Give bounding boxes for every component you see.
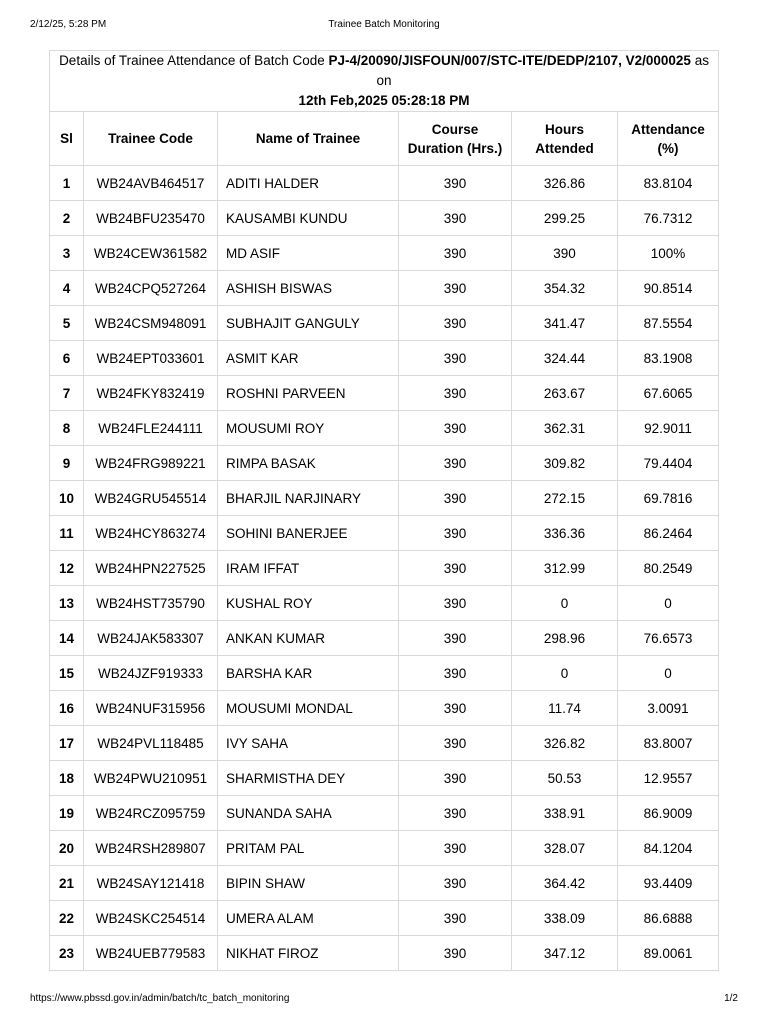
cell-hours-attended: 338.09 [512, 901, 618, 936]
cell-trainee-name: KAUSAMBI KUNDU [218, 201, 399, 236]
table-row [50, 166, 719, 201]
cell-hours-attended: 338.91 [512, 796, 618, 831]
cell-hours-attended: 326.86 [512, 166, 618, 201]
cell-trainee-code: WB24HPN227525 [84, 551, 218, 586]
cell-attendance: 84.1204 [618, 831, 719, 866]
cell-trainee-name: ASMIT KAR [218, 341, 399, 376]
cell-attendance: 3.0091 [618, 691, 719, 726]
cell-sl: 11 [50, 516, 84, 551]
cell-course-duration: 390 [399, 236, 512, 271]
cell-sl: 9 [50, 446, 84, 481]
cell-course-duration: 390 [399, 656, 512, 691]
cell-sl: 23 [50, 936, 84, 971]
cell-trainee-name: BIPIN SHAW [218, 866, 399, 901]
cell-hours-attended: 298.96 [512, 621, 618, 656]
cell-sl: 2 [50, 201, 84, 236]
cell-course-duration: 390 [399, 166, 512, 201]
column-header-trainee-code: Trainee Code [84, 112, 218, 166]
cell-sl: 15 [50, 656, 84, 691]
cell-course-duration: 390 [399, 691, 512, 726]
cell-trainee-code: WB24FRG989221 [84, 446, 218, 481]
cell-course-duration: 390 [399, 621, 512, 656]
cell-hours-attended: 328.07 [512, 831, 618, 866]
cell-trainee-name: SUBHAJIT GANGULY [218, 306, 399, 341]
cell-sl: 18 [50, 761, 84, 796]
cell-hours-attended: 272.15 [512, 481, 618, 516]
cell-attendance: 0 [618, 586, 719, 621]
print-header [30, 19, 738, 33]
cell-hours-attended: 324.44 [512, 341, 618, 376]
cell-trainee-name: RIMPA BASAK [218, 446, 399, 481]
cell-trainee-code: WB24PWU210951 [84, 761, 218, 796]
column-header-attendance: Attendance (%) [618, 112, 719, 166]
table-row [50, 936, 719, 971]
cell-course-duration: 390 [399, 446, 512, 481]
cell-trainee-code: WB24HST735790 [84, 586, 218, 621]
cell-sl: 14 [50, 621, 84, 656]
caption-row [50, 51, 719, 112]
cell-sl: 17 [50, 726, 84, 761]
column-header-name: Name of Trainee [218, 112, 399, 166]
cell-sl: 1 [50, 166, 84, 201]
table-row [50, 691, 719, 726]
cell-attendance: 80.2549 [618, 551, 719, 586]
cell-sl: 13 [50, 586, 84, 621]
table-row [50, 901, 719, 936]
cell-sl: 10 [50, 481, 84, 516]
cell-hours-attended: 354.32 [512, 271, 618, 306]
cell-course-duration: 390 [399, 866, 512, 901]
column-header-hours-attended: Hours Attended [512, 112, 618, 166]
cell-attendance: 76.6573 [618, 621, 719, 656]
table-row [50, 201, 719, 236]
cell-trainee-code: WB24SKC254514 [84, 901, 218, 936]
cell-trainee-name: KUSHAL ROY [218, 586, 399, 621]
cell-trainee-code: WB24CPQ527264 [84, 271, 218, 306]
cell-trainee-code: WB24JZF919333 [84, 656, 218, 691]
cell-attendance: 67.6065 [618, 376, 719, 411]
cell-course-duration: 390 [399, 341, 512, 376]
cell-attendance: 87.5554 [618, 306, 719, 341]
cell-course-duration: 390 [399, 551, 512, 586]
cell-course-duration: 390 [399, 586, 512, 621]
cell-attendance: 76.7312 [618, 201, 719, 236]
table-row [50, 341, 719, 376]
cell-trainee-code: WB24GRU545514 [84, 481, 218, 516]
print-footer [30, 993, 738, 1007]
cell-hours-attended: 312.99 [512, 551, 618, 586]
table-row [50, 446, 719, 481]
cell-attendance: 12.9557 [618, 761, 719, 796]
cell-attendance: 86.2464 [618, 516, 719, 551]
cell-attendance: 100% [618, 236, 719, 271]
cell-course-duration: 390 [399, 411, 512, 446]
cell-sl: 4 [50, 271, 84, 306]
table-row [50, 621, 719, 656]
cell-course-duration: 390 [399, 306, 512, 341]
cell-attendance: 92.9011 [618, 411, 719, 446]
cell-trainee-code: WB24JAK583307 [84, 621, 218, 656]
cell-trainee-name: IRAM IFFAT [218, 551, 399, 586]
cell-trainee-name: IVY SAHA [218, 726, 399, 761]
cell-trainee-code: WB24HCY863274 [84, 516, 218, 551]
cell-trainee-code: WB24NUF315956 [84, 691, 218, 726]
cell-trainee-name: BHARJIL NARJINARY [218, 481, 399, 516]
table-row [50, 726, 719, 761]
batch-code: PJ-4/20090/JISFOUN/007/STC-ITE/DEDP/2107, V2/000025 [328, 53, 691, 68]
cell-attendance: 83.8007 [618, 726, 719, 761]
cell-trainee-name: UMERA ALAM [218, 901, 399, 936]
attendance-table-head [50, 51, 719, 166]
cell-sl: 12 [50, 551, 84, 586]
table-row [50, 586, 719, 621]
table-row [50, 271, 719, 306]
column-header-sl: Sl [50, 112, 84, 166]
cell-sl: 16 [50, 691, 84, 726]
table-caption [50, 51, 719, 112]
cell-course-duration: 390 [399, 726, 512, 761]
cell-trainee-name: ANKAN KUMAR [218, 621, 399, 656]
cell-attendance: 83.1908 [618, 341, 719, 376]
table-row [50, 411, 719, 446]
print-url: https://www.pbssd.gov.in/admin/batch/tc_batch_monitoring [30, 993, 290, 1004]
cell-course-duration: 390 [399, 901, 512, 936]
as-on-datetime: 12th Feb,2025 05:28:18 PM [298, 93, 470, 108]
cell-trainee-name: BARSHA KAR [218, 656, 399, 691]
cell-trainee-code: WB24FKY832419 [84, 376, 218, 411]
cell-hours-attended: 326.82 [512, 726, 618, 761]
cell-sl: 7 [50, 376, 84, 411]
cell-sl: 5 [50, 306, 84, 341]
cell-hours-attended: 347.12 [512, 936, 618, 971]
cell-trainee-code: WB24RCZ095759 [84, 796, 218, 831]
table-row [50, 551, 719, 586]
caption-prefix: Details of Trainee Attendance of Batch Code [59, 53, 329, 68]
cell-trainee-name: PRITAM PAL [218, 831, 399, 866]
cell-sl: 6 [50, 341, 84, 376]
cell-hours-attended: 390 [512, 236, 618, 271]
cell-attendance: 0 [618, 656, 719, 691]
attendance-table-body [50, 166, 719, 971]
cell-hours-attended: 299.25 [512, 201, 618, 236]
table-row [50, 236, 719, 271]
table-row [50, 376, 719, 411]
column-header-row [50, 112, 719, 166]
cell-trainee-code: WB24SAY121418 [84, 866, 218, 901]
cell-trainee-code: WB24CSM948091 [84, 306, 218, 341]
cell-hours-attended: 341.47 [512, 306, 618, 341]
cell-trainee-name: SUNANDA SAHA [218, 796, 399, 831]
caption-suffix: as on [376, 53, 709, 88]
cell-attendance: 93.4409 [618, 866, 719, 901]
cell-hours-attended: 364.42 [512, 866, 618, 901]
cell-course-duration: 390 [399, 376, 512, 411]
cell-attendance: 69.7816 [618, 481, 719, 516]
table-row [50, 796, 719, 831]
cell-attendance: 83.8104 [618, 166, 719, 201]
cell-course-duration: 390 [399, 271, 512, 306]
cell-hours-attended: 50.53 [512, 761, 618, 796]
cell-attendance: 90.8514 [618, 271, 719, 306]
cell-trainee-name: SOHINI BANERJEE [218, 516, 399, 551]
cell-trainee-code: WB24EPT033601 [84, 341, 218, 376]
cell-trainee-name: NIKHAT FIROZ [218, 936, 399, 971]
print-datetime: 2/12/25, 5:28 PM [30, 19, 107, 30]
cell-sl: 19 [50, 796, 84, 831]
page-number: 1/2 [724, 993, 738, 1004]
attendance-table [49, 50, 719, 971]
cell-attendance: 89.0061 [618, 936, 719, 971]
cell-trainee-name: ROSHNI PARVEEN [218, 376, 399, 411]
table-row [50, 306, 719, 341]
cell-course-duration: 390 [399, 201, 512, 236]
cell-sl: 3 [50, 236, 84, 271]
table-row [50, 656, 719, 691]
cell-sl: 8 [50, 411, 84, 446]
table-row [50, 831, 719, 866]
cell-hours-attended: 336.36 [512, 516, 618, 551]
table-row [50, 481, 719, 516]
cell-trainee-name: MOUSUMI MONDAL [218, 691, 399, 726]
cell-trainee-name: ASHISH BISWAS [218, 271, 399, 306]
table-row [50, 866, 719, 901]
cell-trainee-code: WB24PVL118485 [84, 726, 218, 761]
cell-trainee-code: WB24CEW361582 [84, 236, 218, 271]
cell-course-duration: 390 [399, 761, 512, 796]
cell-sl: 22 [50, 901, 84, 936]
cell-hours-attended: 309.82 [512, 446, 618, 481]
cell-trainee-code: WB24UEB779583 [84, 936, 218, 971]
cell-attendance: 86.6888 [618, 901, 719, 936]
print-page-title: Trainee Batch Monitoring [328, 19, 440, 30]
cell-attendance: 79.4404 [618, 446, 719, 481]
cell-sl: 20 [50, 831, 84, 866]
cell-course-duration: 390 [399, 796, 512, 831]
cell-trainee-code: WB24FLE244111 [84, 411, 218, 446]
table-row [50, 516, 719, 551]
cell-sl: 21 [50, 866, 84, 901]
cell-attendance: 86.9009 [618, 796, 719, 831]
cell-trainee-code: WB24RSH289807 [84, 831, 218, 866]
cell-hours-attended: 0 [512, 656, 618, 691]
cell-trainee-name: SHARMISTHA DEY [218, 761, 399, 796]
cell-trainee-code: WB24BFU235470 [84, 201, 218, 236]
cell-course-duration: 390 [399, 936, 512, 971]
cell-trainee-name: MOUSUMI ROY [218, 411, 399, 446]
cell-trainee-name: MD ASIF [218, 236, 399, 271]
cell-course-duration: 390 [399, 516, 512, 551]
cell-hours-attended: 263.67 [512, 376, 618, 411]
cell-hours-attended: 362.31 [512, 411, 618, 446]
cell-hours-attended: 11.74 [512, 691, 618, 726]
cell-trainee-name: ADITI HALDER [218, 166, 399, 201]
cell-hours-attended: 0 [512, 586, 618, 621]
column-header-course-duration: Course Duration (Hrs.) [399, 112, 512, 166]
cell-course-duration: 390 [399, 481, 512, 516]
cell-trainee-code: WB24AVB464517 [84, 166, 218, 201]
table-row [50, 761, 719, 796]
cell-course-duration: 390 [399, 831, 512, 866]
